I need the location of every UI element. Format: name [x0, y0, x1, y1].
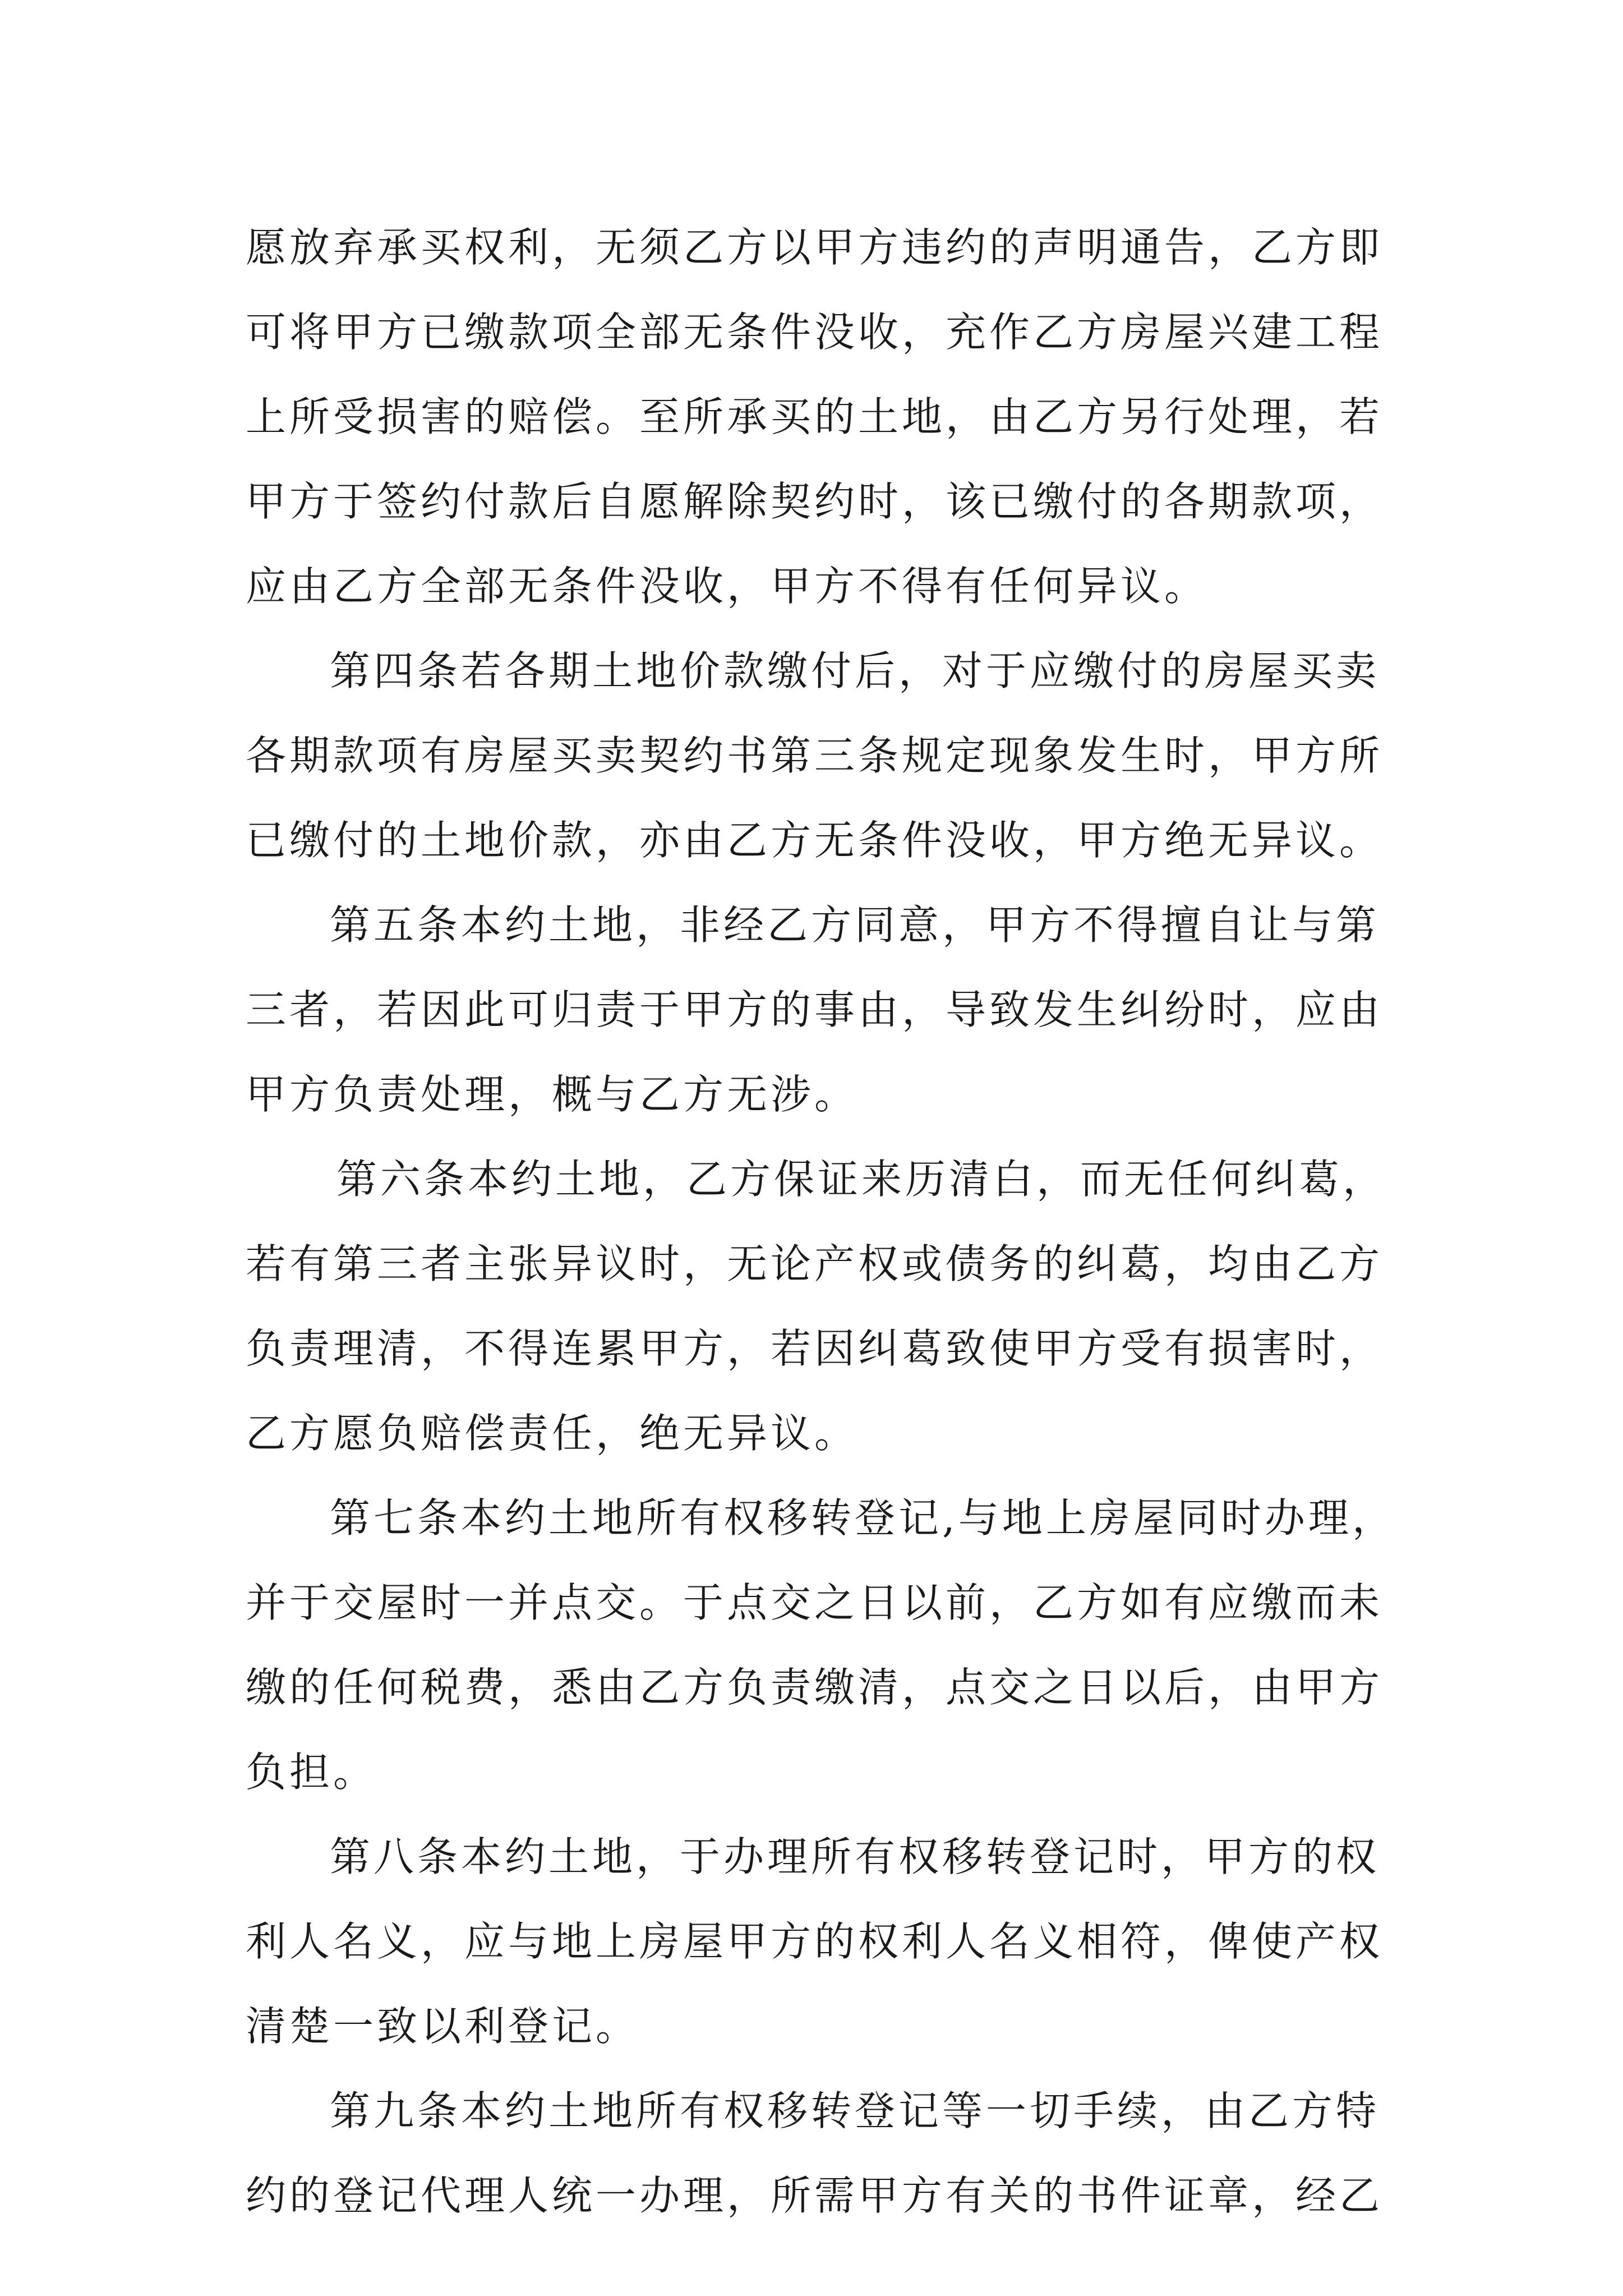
text-line: 缴的任何税费，悉由乙方负责缴清，点交之日以后，由甲方 — [246, 1664, 1384, 1711]
text-line: 并于交屋时一并点交。于点交之日以前，乙方如有应缴而未 — [246, 1579, 1384, 1626]
article-8-start: 第八条本约土地，于办理所有权移转登记时，甲方的权 — [330, 1833, 1380, 1880]
text-line: 已缴付的土地价款，亦由乙方无条件没收，甲方绝无异议。 — [246, 817, 1384, 864]
article-6-start: 第六条本约土地，乙方保证来历清白，而无任何纠葛， — [336, 1156, 1387, 1203]
article-7-start: 第七条本约土地所有权移转登记,与地上房屋同时办理， — [330, 1494, 1396, 1542]
text-line: 愿放弃承买权利，无须乙方以甲方违约的声明通告，乙方即 — [246, 224, 1384, 271]
text-line: 负担。 — [246, 1749, 377, 1796]
text-line: 乙方愿负赔偿责任，绝无异议。 — [246, 1410, 859, 1457]
text-line: 清楚一致以利登记。 — [246, 2003, 640, 2050]
text-line: 利人名义，应与地上房屋甲方的权利人名义相符，俾使产权 — [246, 1918, 1384, 1965]
article-4-start: 第四条若各期土地价款缴付后，对于应缴付的房屋买卖 — [330, 647, 1380, 694]
text-line: 约的登记代理人统一办理，所需甲方有关的书件证章，经乙 — [246, 2172, 1384, 2219]
document-body — [246, 205, 1396, 2238]
text-line: 上所受损害的赔偿。至所承买的土地，由乙方另行处理，若 — [246, 393, 1384, 440]
text-line: 可将甲方已缴款项全部无条件没收，充作乙方房屋兴建工程 — [246, 309, 1384, 356]
text-line: 三者，若因此可归责于甲方的事由，导致发生纠纷时，应由 — [246, 986, 1384, 1033]
text-line: 负责理清，不得连累甲方，若因纠葛致使甲方受有损害时， — [246, 1325, 1384, 1372]
text-line: 各期款项有房屋买卖契约书第三条规定现象发生时，甲方所 — [246, 732, 1384, 779]
article-5-start: 第五条本约土地，非经乙方同意，甲方不得擅自让与第 — [330, 901, 1380, 949]
text-line: 甲方于签约付款后自愿解除契约时，该已缴付的各期款项， — [246, 478, 1384, 525]
article-9-start: 第九条本约土地所有权移转登记等一切手续，由乙方特 — [330, 2087, 1380, 2134]
text-line: 甲方负责处理，概与乙方无涉。 — [246, 1071, 859, 1118]
text-line: 若有第三者主张异议时，无论产权或债务的纠葛，均由乙方 — [246, 1240, 1384, 1287]
text-line: 应由乙方全部无条件没收，甲方不得有任何异议。 — [246, 563, 1209, 610]
